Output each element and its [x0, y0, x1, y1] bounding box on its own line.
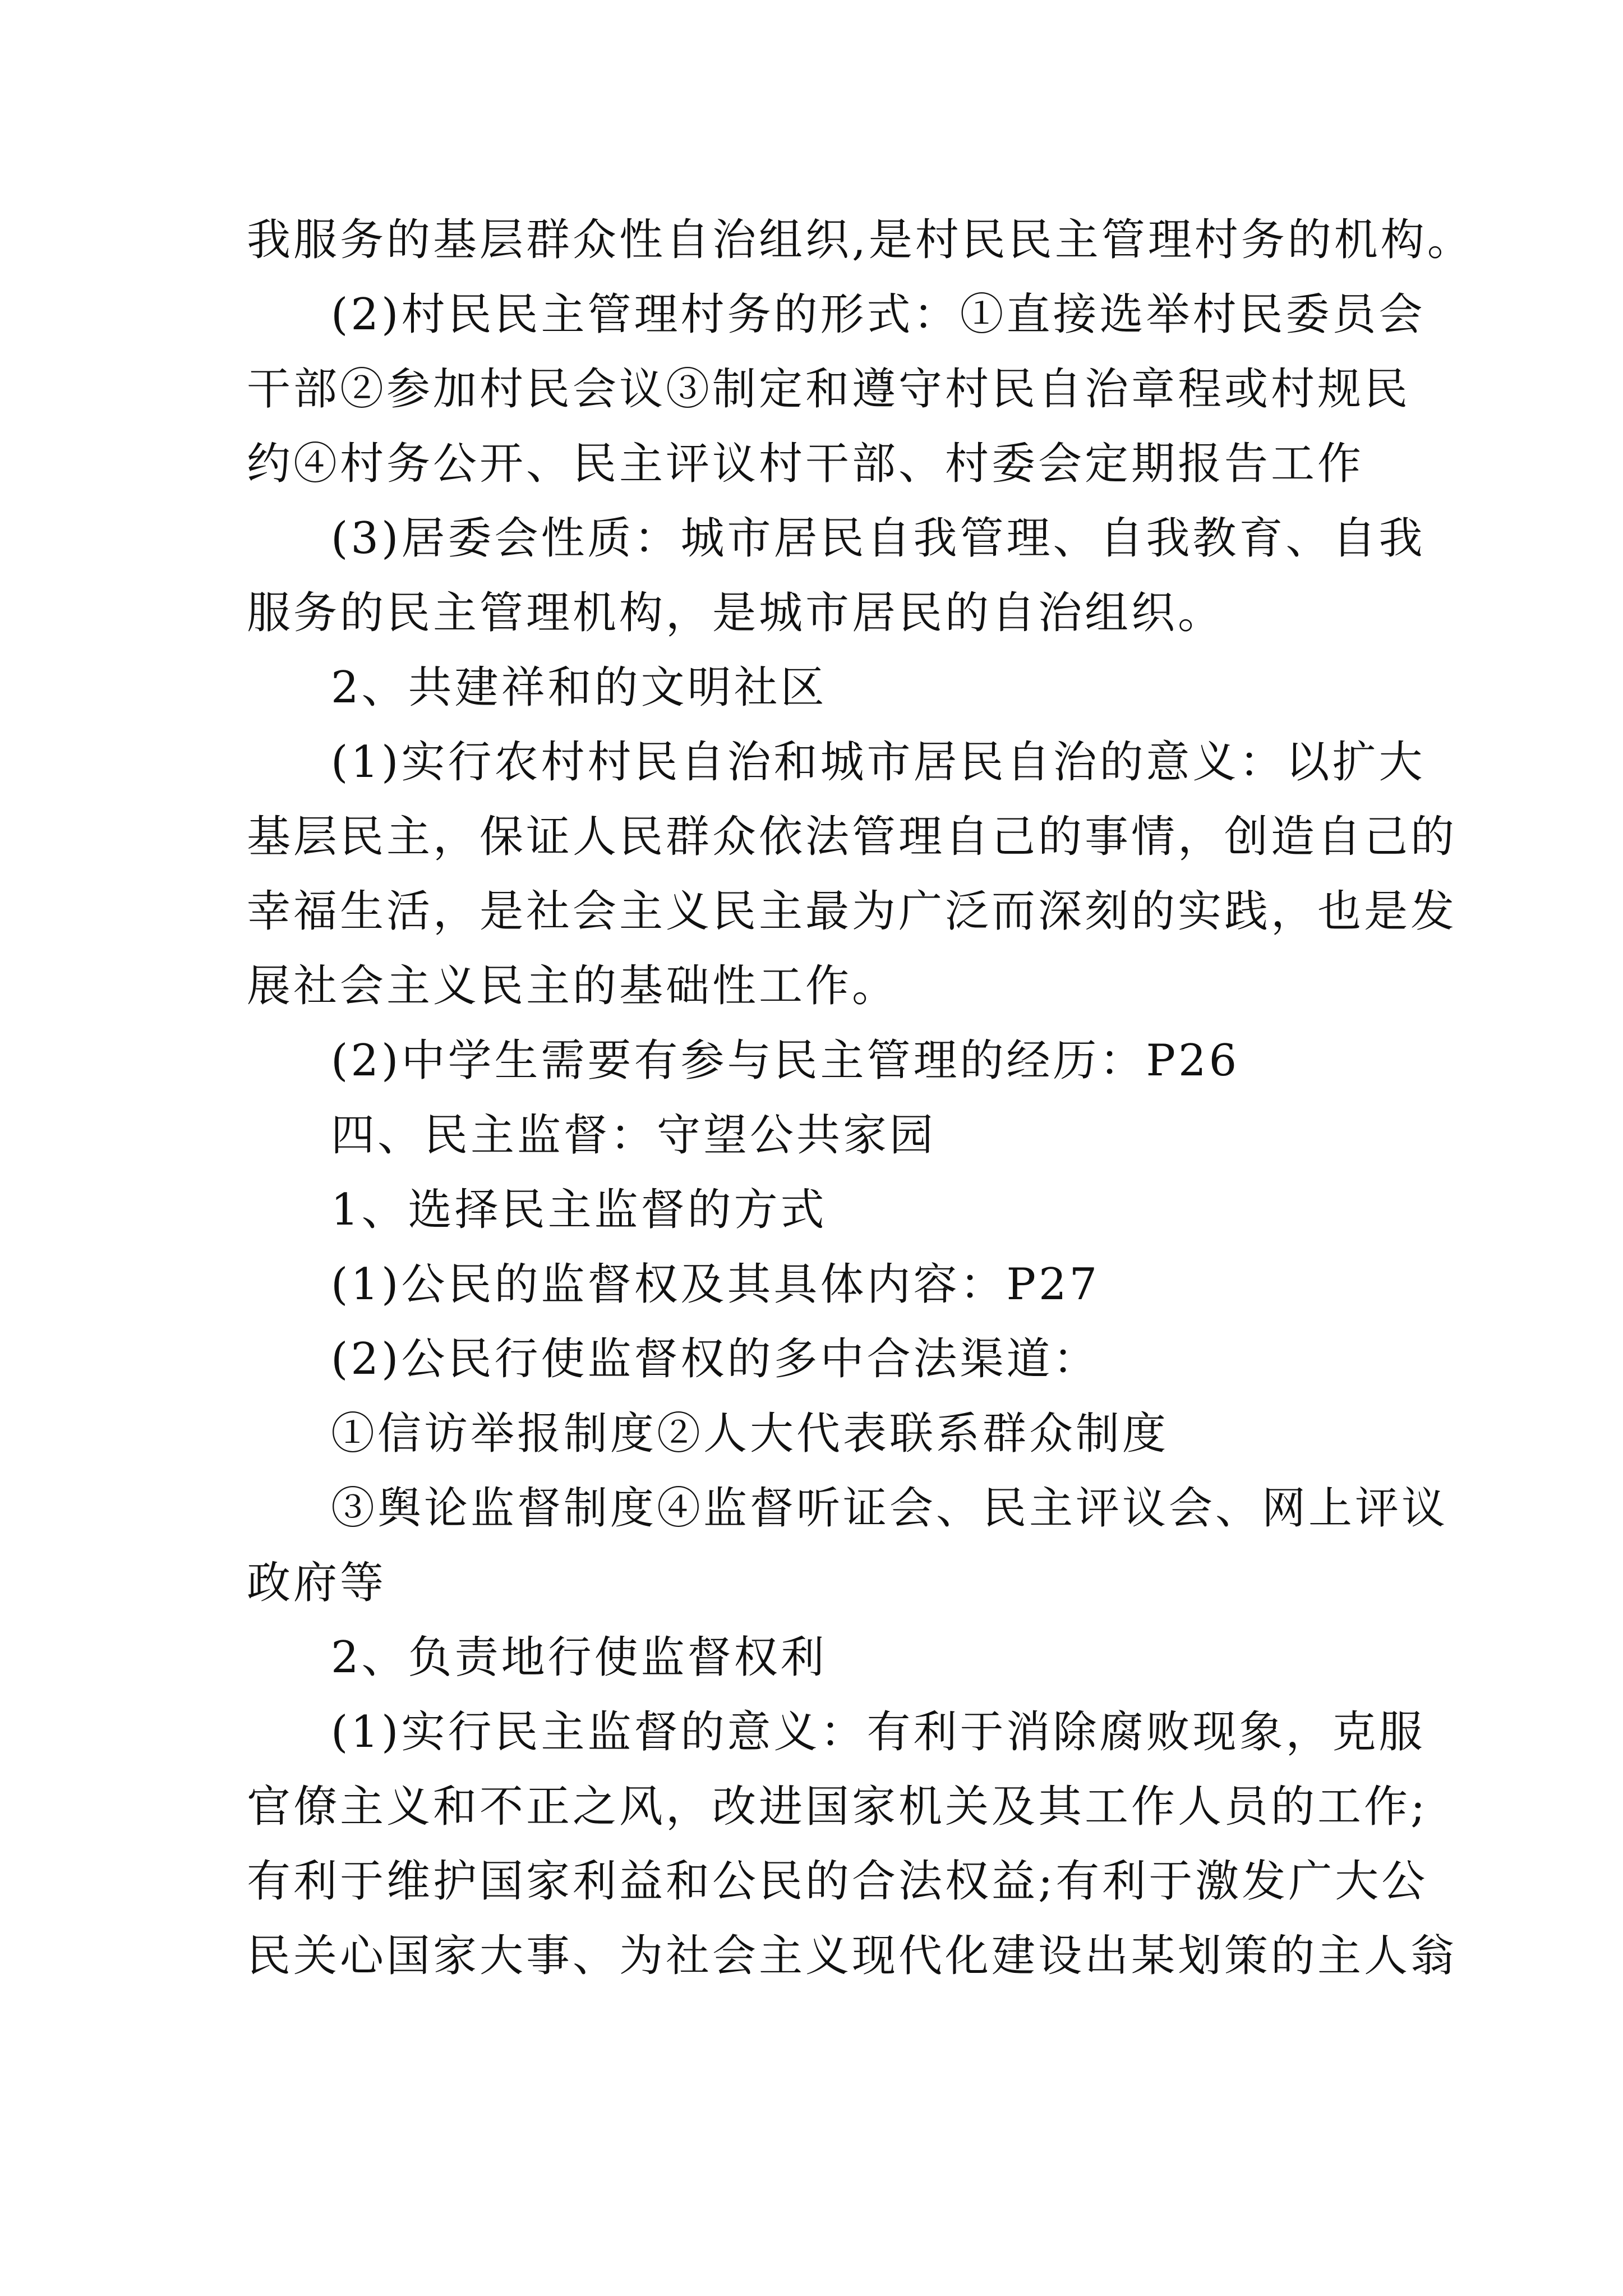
text-line: (1)实行农村村民自治和城市居民自治的意义：以扩大	[331, 737, 1426, 788]
text-line: 展社会主义民主的基础性工作。	[247, 961, 899, 1011]
text-line: 政府等	[247, 1558, 387, 1608]
text-line: 官僚主义和不正之风，改进国家机关及其工作人员的工作;	[247, 1782, 1428, 1832]
section-heading: 1、选择民主监督的方式	[331, 1185, 827, 1235]
section-heading: 2、负责地行使监督权利	[331, 1632, 827, 1683]
text-line: (1)实行民主监督的意义：有利于消除腐败现象，克服	[331, 1707, 1426, 1757]
text-line: (2)村民民主管理村务的形式：①直接选举村民委员会	[331, 289, 1426, 340]
section-heading: 2、共建祥和的文明社区	[331, 662, 827, 713]
text-line: 幸福生活，是社会主义民主最为广泛而深刻的实践，也是发	[247, 886, 1458, 937]
text-line: ①信访举报制度②人大代表联系群众制度	[331, 1409, 1169, 1459]
text-line: 有利于维护国家利益和公民的合法权益;有利于激发广大公	[247, 1856, 1428, 1907]
text-line: (3)居委会性质：城市居民自我管理、自我教育、自我	[331, 513, 1426, 564]
text-line: (2)公民行使监督权的多中合法渠道：	[331, 1334, 1100, 1384]
text-line: 服务的民主管理机构，是城市居民的自治组织。	[247, 588, 1225, 638]
text-line: (2)中学生需要有参与民主管理的经历：P26	[331, 1036, 1240, 1086]
text-line: 干部②参加村民会议③制定和遵守村民自治章程或村规民	[247, 364, 1411, 415]
text-line: ③舆论监督制度④监督听证会、民主评议会、网上评议	[331, 1483, 1449, 1534]
text-line: (1)公民的监督权及其具体内容：P27	[331, 1259, 1100, 1310]
section-heading: 四、民主监督：守望公共家园	[331, 1110, 937, 1161]
text-line: 民关心国家大事、为社会主义现代化建设出某划策的主人翁	[247, 1931, 1458, 1981]
text-line: 基层民主，保证人民群众依法管理自己的事情，创造自己的	[247, 812, 1458, 862]
text-line: 约④村务公开、民主评议村干部、村委会定期报告工作	[247, 439, 1364, 489]
text-line: 我服务的基层群众性自治组织,是村民民主管理村务的机构。	[247, 215, 1474, 265]
